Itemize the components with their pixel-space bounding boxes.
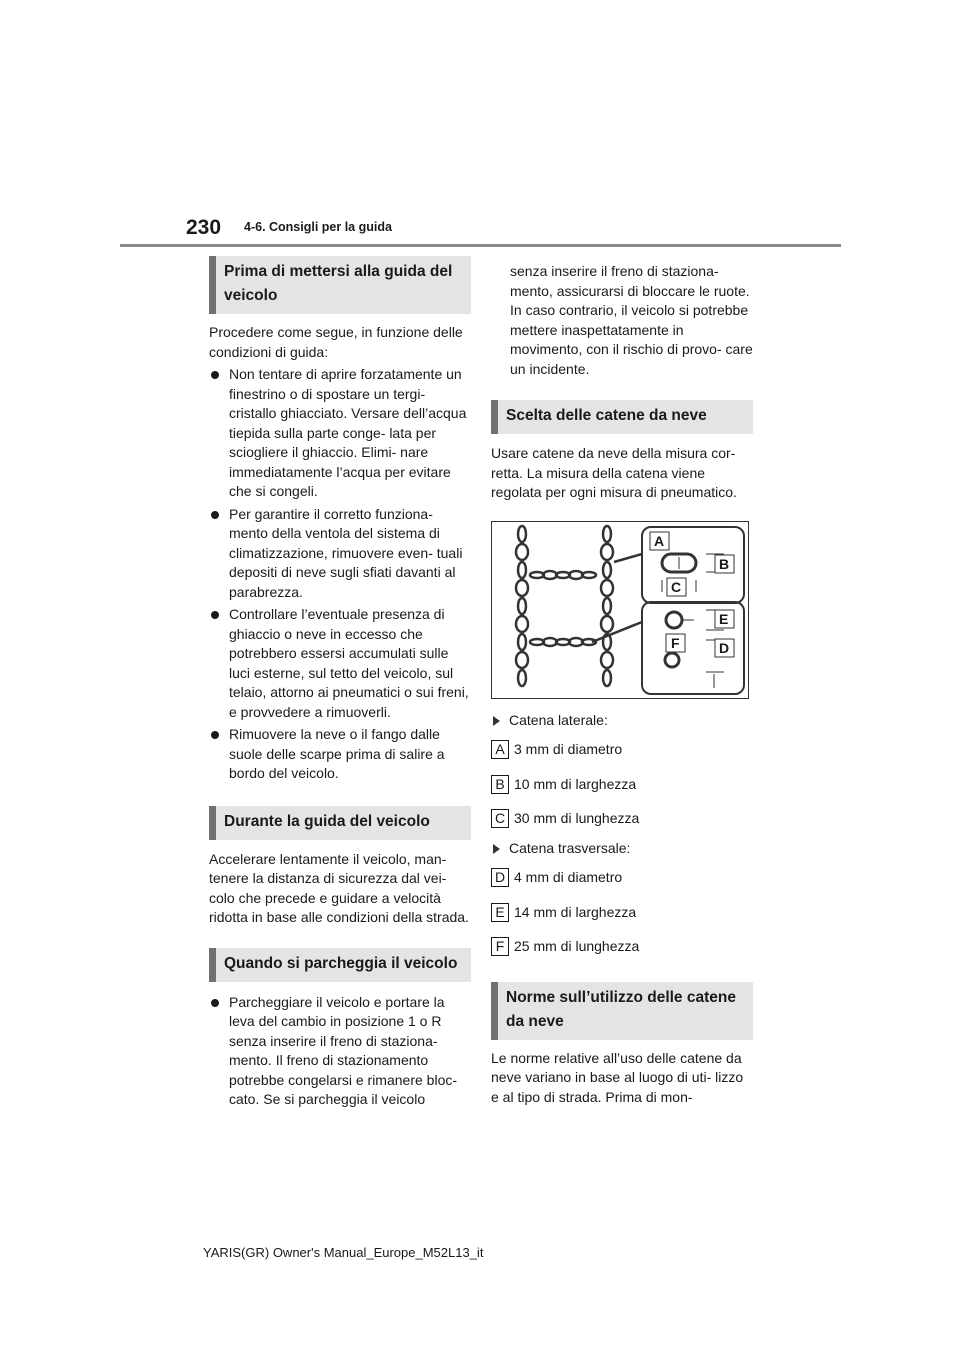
cross-chain-title: Catena trasversale: <box>491 839 753 859</box>
driving-text: Accelerare lentamente il veicolo, man- tenere la distanza di sicurezza dal vei- colo che precede e guidare a velocità ridotta in base alle condizioni della strada. <box>209 850 469 925</box>
list-item: Non tentare di aprire forzatamente un finestrino o di spostare un tergi- cristallo ghiacciato. Versare dell’acqua tiepida sulla parte conge- lata per sciogliere il ghiaccio. Elimi- nare immediatamente l’acqua per evitare che si congeli. <box>209 365 471 502</box>
figure-label-b: B <box>719 555 730 572</box>
chain-choice-text: Usare catene da neve della misura cor- retta. La misura della catena viene regolata per ogni misura di pneumatico. <box>491 445 737 500</box>
page-number: 230 <box>186 216 222 239</box>
chain-rules-text: Le norme relative all’uso delle catene da neve variano in base al luogo di uti- lizzo e al tipo di strada. Prima di mon- <box>491 1049 744 1105</box>
snow-chain-figure <box>491 521 749 699</box>
snow-chain-diagram <box>492 522 748 698</box>
figure-label-e: E <box>719 610 729 627</box>
list-item: Rimuovere la neve o il fango dalle suole delle scarpe prima di salire a bordo del veicolo. <box>209 725 471 784</box>
figure-label-f: F <box>671 634 680 651</box>
figure-label-c: C <box>671 578 682 595</box>
spec-row <box>491 809 753 829</box>
section-heading-chain-choice: Scelta delle catene da neve <box>491 400 753 434</box>
section-heading-during-driving: Durante la guida del veicolo <box>209 806 471 840</box>
footer-text: YARIS(GR) Owner's Manual_Europe_M52L13_it <box>203 1245 484 1260</box>
spec-row <box>491 937 753 957</box>
spec-label: D <box>491 868 509 887</box>
section-heading-parking: Quando si parcheggia il veicolo <box>209 948 471 982</box>
spec-label: C <box>491 809 509 828</box>
figure-label-a: A <box>654 532 665 549</box>
spec-text: 25 mm di lunghezza <box>514 938 640 954</box>
spec-label: E <box>491 903 509 922</box>
section-heading-chain-rules: Norme sull’utilizzo delle catene da neve <box>491 982 753 1040</box>
spec-text: 14 mm di larghezza <box>514 903 637 920</box>
before-intro: Procedere come segue, in funzione delle condizioni di guida: <box>209 324 463 360</box>
spec-text: 10 mm di larghezza <box>514 775 637 792</box>
spec-text: 3 mm di diametro <box>514 741 623 757</box>
right-column <box>491 262 753 1107</box>
side-chain-title: Catena laterale: <box>491 711 753 731</box>
figure-label-d: D <box>719 639 730 656</box>
list-item: Per garantire il corretto funziona- mento della ventola del sistema di climatizzazione, rimuovere even- tuali depositi di neve sugli sfiati davanti al parabrezza. <box>209 505 471 603</box>
list-item: Controllare l’eventuale presenza di ghiaccio o neve in eccesso che potrebbero essersi accumulati sulle luci esterne, sul tetto del veicolo, sul telaio, attorno ai pneumatici o sui freni, e provvedere a rimuoverli. <box>209 605 471 722</box>
header-rule <box>120 244 841 247</box>
spec-label: A <box>491 740 509 759</box>
section-heading-before-driving: Prima di mettersi alla guida del veicolo <box>209 256 471 314</box>
list-item: Parcheggiare il veicolo e portare la leva del cambio in posizione 1 o R senza inserire il freno di staziona- mento. Il freno di stazionamento potrebbe congelarsi e rimanere bloc- cato. Se si parcheggia il veicolo <box>209 993 471 1110</box>
spec-row <box>491 868 753 888</box>
parking-continuation: senza inserire il freno di staziona- mento, assicurarsi di bloccare le ruote. In caso contrario, il veicolo si potrebbe mettere inaspettatamente in movimento, con il rischio di provo- care un incidente. <box>510 263 753 377</box>
spec-row <box>491 903 753 923</box>
spec-text: 4 mm di diametro <box>514 869 623 885</box>
spec-label: F <box>491 937 509 956</box>
spec-row <box>491 740 753 760</box>
chapter-title: 4-6. Consigli per la guida <box>244 220 392 234</box>
spec-text: 30 mm di lunghezza <box>514 810 640 826</box>
before-bullet-list <box>209 365 471 784</box>
spec-label: B <box>491 775 509 794</box>
left-column <box>209 256 471 1110</box>
spec-row <box>491 775 753 795</box>
parking-bullet-list <box>209 993 471 1110</box>
